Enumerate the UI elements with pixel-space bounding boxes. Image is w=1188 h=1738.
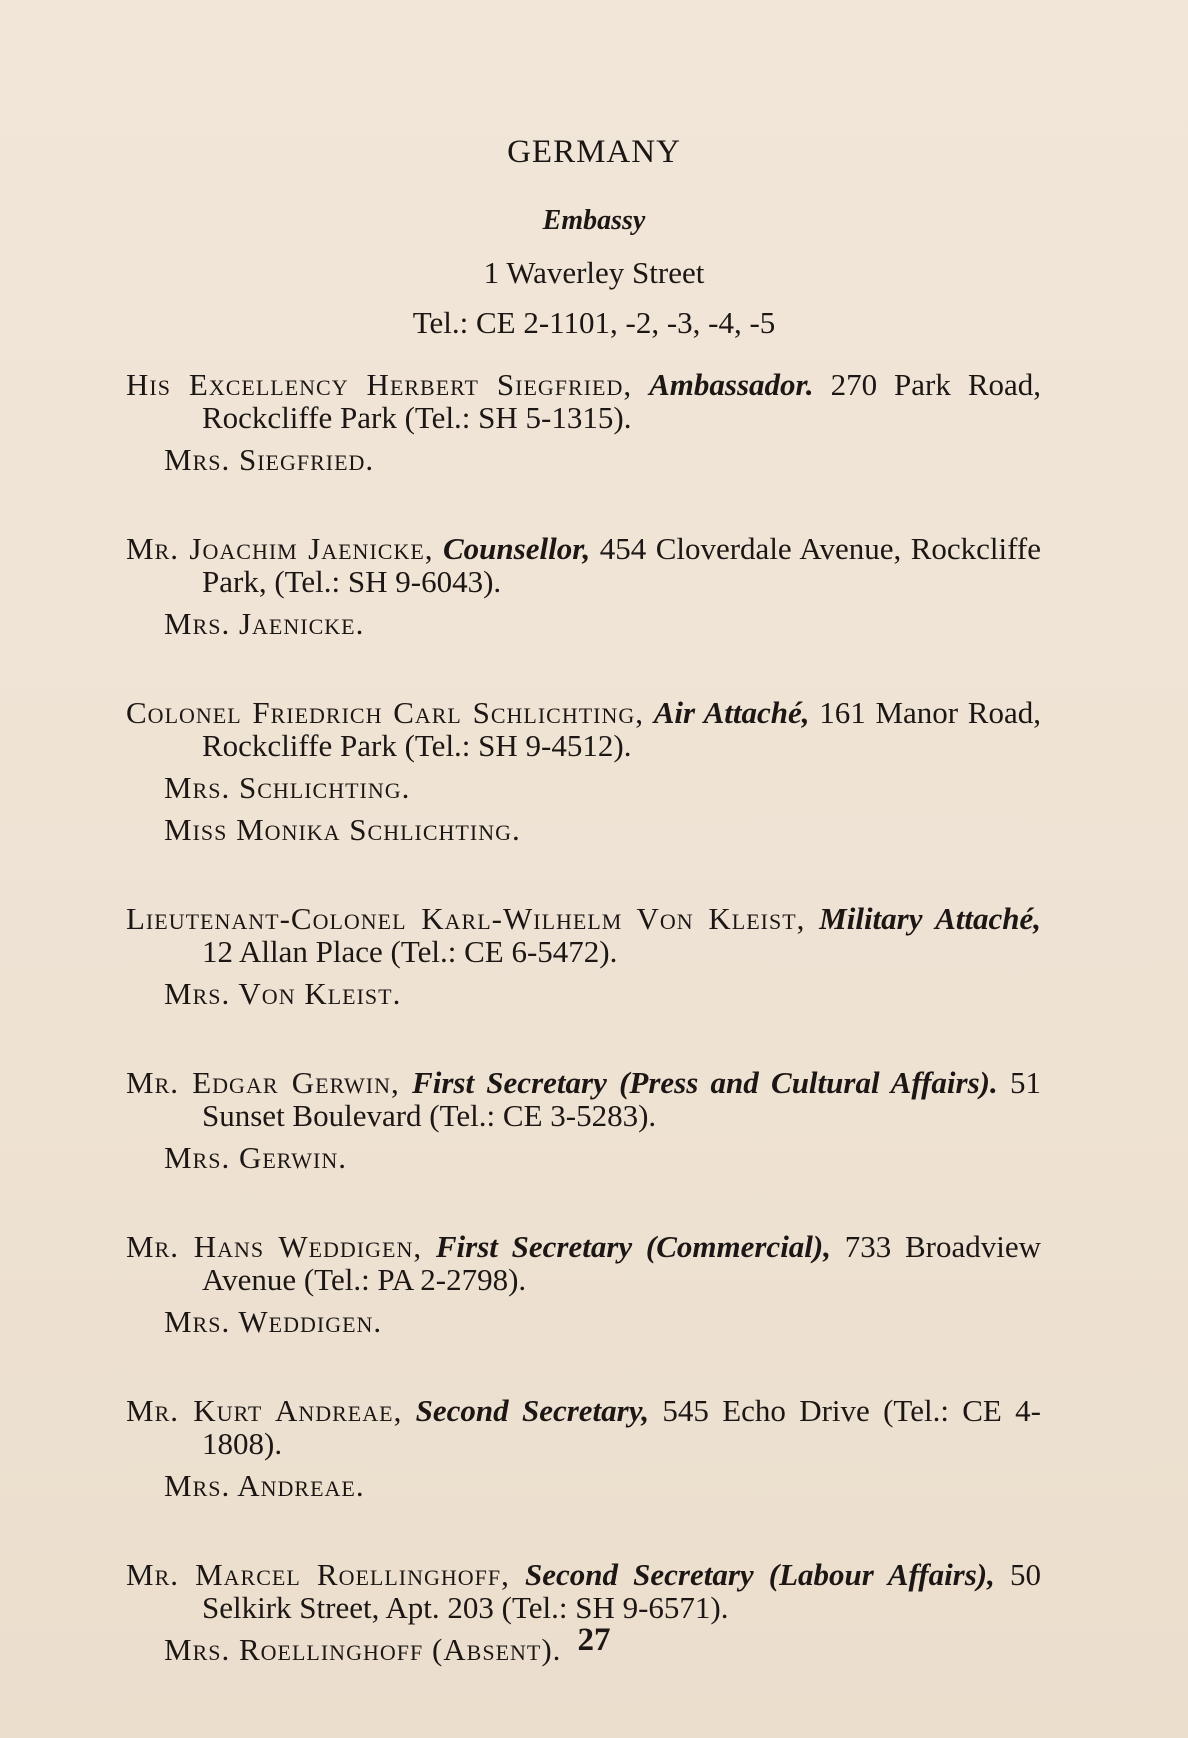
office-subtitle: Embassy [542,205,646,236]
entry-line [126,696,1041,762]
person-role: Second Secretary (Labour Affairs), [525,1557,995,1592]
person-role: First Secretary (Press and Cultural Affairs). [412,1065,998,1100]
person-name: His Excellency Herbert Siegfried, [126,367,633,402]
person-role: Military Attaché, [819,901,1041,936]
family-member: Mrs. Weddigen. [164,1304,383,1339]
person-role: First Secretary (Commercial), [435,1229,831,1264]
entry-line [126,1066,1041,1132]
person-name: Colonel Friedrich Carl Schlichting, [126,695,644,730]
entry-line [126,1558,1041,1624]
person-role: Counsellor, [442,531,591,566]
person-role: Ambassador. [649,367,814,402]
person-name: Mr. Kurt Andreae, [126,1393,403,1428]
person-name: Mr. Joachim Jaenicke, [126,531,434,566]
office-telephone: Tel.: CE 2-1101, -2, -3, -4, -5 [412,305,776,340]
family-member: Mrs. Von Kleist. [164,976,402,1011]
person-name: Mr. Hans Weddigen, [126,1229,423,1264]
person-role: Second Secretary, [415,1393,650,1428]
person-name: Mr. Edgar Gerwin, [126,1065,400,1100]
personnel-entry [126,1066,1041,1174]
person-name: Mr. Marcel Roellinghoff, [126,1557,510,1592]
personnel-entry [126,696,1041,846]
entry-line [126,532,1041,598]
entry-line [126,1394,1041,1460]
office-address: 1 Waverley Street [483,255,705,290]
personnel-entry [126,1394,1041,1502]
family-member: Mrs. Schlichting. [164,770,411,805]
person-name: Lieutenant-Colonel Karl-Wilhelm Von Kleist, [126,901,806,936]
person-details: 454 Cloverdale Avenue, Rockcliffe Park, (Tel.: SH 9-6043). [202,531,1041,599]
personnel-entry [126,368,1041,476]
person-role: Air Attaché, [653,695,810,730]
personnel-list [126,368,1041,1722]
family-member: Mrs. Jaenicke. [164,606,365,641]
person-details: 733 Broadview Avenue (Tel.: PA 2-2798). [202,1229,1042,1297]
entry-line [126,902,1041,968]
family-member: Mrs. Gerwin. [164,1140,347,1175]
personnel-entry [126,1230,1041,1338]
person-details: 270 Park Road, Rockcliffe Park (Tel.: SH 5-1315). [202,367,1042,435]
page-number: 27 [577,1622,611,1658]
family-member: Mrs. Siegfried. [164,442,375,477]
person-details: 51 Sunset Boulevard (Tel.: CE 3-5283). [202,1065,1042,1133]
person-details: 545 Echo Drive (Tel.: CE 4-1808). [202,1393,1041,1461]
entry-line [126,368,1041,434]
family-member: Mrs. Andreae. [164,1468,365,1503]
person-details: 161 Manor Road, Rockcliffe Park (Tel.: SH 9-4512). [202,695,1041,763]
country-heading: GERMANY [507,134,681,170]
family-member: Miss Monika Schlichting. [164,812,521,847]
person-details: 50 Selkirk Street, Apt. 203 (Tel.: SH 9-6571). [202,1557,1042,1625]
personnel-entry [126,532,1041,640]
entry-line [126,1230,1041,1296]
personnel-entry [126,902,1041,1010]
person-details: 12 Allan Place (Tel.: CE 6-5472). [202,934,618,969]
family-member: Mrs. Roellinghoff (Absent). [164,1632,562,1667]
